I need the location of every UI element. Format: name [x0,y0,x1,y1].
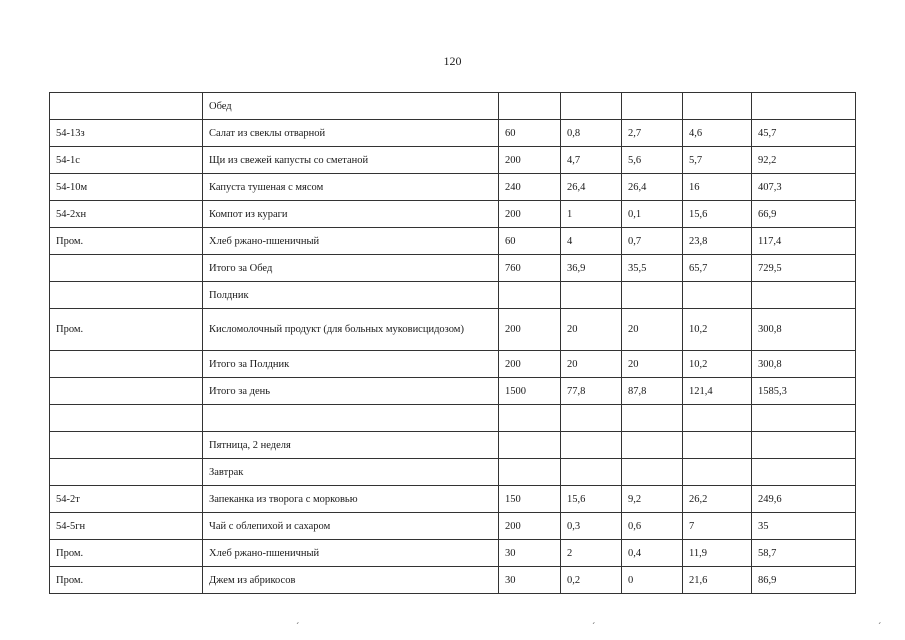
energy-cell: 117,4 [752,228,856,255]
weight-cell: 200 [499,147,561,174]
dish-code-cell [50,93,203,120]
table-row [50,567,856,594]
dish-name-cell: Полдник [203,282,499,309]
fat-cell [622,93,683,120]
dish-code-cell [50,405,203,432]
fat-cell: 0,7 [622,228,683,255]
carbs-cell: 23,8 [683,228,752,255]
table-row [50,513,856,540]
dish-code-cell: 54-5гн [50,513,203,540]
fat-cell: 0,4 [622,540,683,567]
weight-cell: 200 [499,513,561,540]
dish-code-cell: 54-2т [50,486,203,513]
weight-cell [499,405,561,432]
protein-cell: 4 [561,228,622,255]
carbs-cell: 65,7 [683,255,752,282]
fat-cell: 0,1 [622,201,683,228]
energy-cell [752,93,856,120]
fat-cell: 0,6 [622,513,683,540]
dish-code-cell [50,255,203,282]
weight-cell: 30 [499,567,561,594]
carbs-cell [683,405,752,432]
carbs-cell [683,432,752,459]
protein-cell: 0,3 [561,513,622,540]
dish-name-cell: Итого за Полдник [203,351,499,378]
protein-cell: 0,8 [561,120,622,147]
table-row [50,174,856,201]
scan-mark: ˊ [296,622,300,633]
dish-name-cell: Завтрак [203,459,499,486]
fat-cell: 35,5 [622,255,683,282]
energy-cell [752,282,856,309]
energy-cell [752,432,856,459]
table-row [50,378,856,405]
protein-cell: 2 [561,540,622,567]
dish-code-cell: 54-2хн [50,201,203,228]
weight-cell: 60 [499,120,561,147]
dish-name-cell: Салат из свеклы отварной [203,120,499,147]
weight-cell [499,93,561,120]
weight-cell: 30 [499,540,561,567]
dish-code-cell: Пром. [50,309,203,351]
table-row [50,255,856,282]
fat-cell: 20 [622,351,683,378]
carbs-cell: 10,2 [683,309,752,351]
table-row [50,282,856,309]
table-row [50,93,856,120]
dish-code-cell [50,432,203,459]
dish-name-cell: Обед [203,93,499,120]
page-number: 120 [443,54,462,68]
fat-cell [622,405,683,432]
dish-name-cell: Джем из абрикосов [203,567,499,594]
protein-cell [561,432,622,459]
table-row [50,432,856,459]
fat-cell: 2,7 [622,120,683,147]
carbs-cell [683,282,752,309]
fat-cell [622,282,683,309]
protein-cell [561,405,622,432]
fat-cell: 0 [622,567,683,594]
dish-name-cell: Запеканка из творога с морковью [203,486,499,513]
table-row [50,405,856,432]
scan-mark: ˊ [592,622,596,633]
dish-code-cell [50,378,203,405]
weight-cell: 200 [499,309,561,351]
dish-code-cell [50,459,203,486]
dish-code-cell: 54-1с [50,147,203,174]
carbs-cell: 121,4 [683,378,752,405]
weight-cell: 240 [499,174,561,201]
energy-cell: 86,9 [752,567,856,594]
protein-cell: 0,2 [561,567,622,594]
dish-code-cell: Пром. [50,228,203,255]
carbs-cell: 5,7 [683,147,752,174]
protein-cell: 26,4 [561,174,622,201]
dish-name-cell: Хлеб ржано-пшеничный [203,540,499,567]
weight-cell: 760 [499,255,561,282]
menu-table [49,92,856,594]
table-row [50,459,856,486]
energy-cell: 66,9 [752,201,856,228]
protein-cell: 77,8 [561,378,622,405]
protein-cell: 36,9 [561,255,622,282]
fat-cell: 5,6 [622,147,683,174]
weight-cell: 200 [499,351,561,378]
dish-name-cell: Чай с облепихой и сахаром [203,513,499,540]
table-row [50,540,856,567]
dish-name-cell: Компот из кураги [203,201,499,228]
dish-name-cell: Хлеб ржано-пшеничный [203,228,499,255]
table-row [50,351,856,378]
protein-cell: 20 [561,351,622,378]
energy-cell: 1585,3 [752,378,856,405]
energy-cell: 35 [752,513,856,540]
weight-cell [499,282,561,309]
dish-name-cell: Итого за день [203,378,499,405]
carbs-cell [683,459,752,486]
dish-code-cell [50,282,203,309]
energy-cell: 729,5 [752,255,856,282]
protein-cell: 4,7 [561,147,622,174]
table-row [50,486,856,513]
table-row [50,120,856,147]
table-row [50,309,856,351]
weight-cell [499,459,561,486]
fat-cell [622,459,683,486]
fat-cell: 26,4 [622,174,683,201]
protein-cell [561,459,622,486]
fat-cell [622,432,683,459]
weight-cell: 150 [499,486,561,513]
fat-cell: 87,8 [622,378,683,405]
energy-cell: 58,7 [752,540,856,567]
protein-cell [561,282,622,309]
carbs-cell: 4,6 [683,120,752,147]
dish-code-cell [50,351,203,378]
fat-cell: 9,2 [622,486,683,513]
weight-cell: 60 [499,228,561,255]
table-row [50,147,856,174]
energy-cell: 300,8 [752,351,856,378]
energy-cell: 300,8 [752,309,856,351]
protein-cell: 15,6 [561,486,622,513]
scan-mark: ˊ [878,622,882,633]
table-row [50,228,856,255]
weight-cell [499,432,561,459]
dish-code-cell: 54-10м [50,174,203,201]
weight-cell: 1500 [499,378,561,405]
carbs-cell: 21,6 [683,567,752,594]
carbs-cell: 11,9 [683,540,752,567]
protein-cell: 20 [561,309,622,351]
dish-name-cell [203,405,499,432]
dish-name-cell: Пятница, 2 неделя [203,432,499,459]
energy-cell [752,459,856,486]
fat-cell: 20 [622,309,683,351]
table-row [50,201,856,228]
energy-cell [752,405,856,432]
weight-cell: 200 [499,201,561,228]
protein-cell: 1 [561,201,622,228]
carbs-cell: 15,6 [683,201,752,228]
dish-code-cell: 54-13з [50,120,203,147]
carbs-cell: 10,2 [683,351,752,378]
carbs-cell [683,93,752,120]
dish-name-cell: Щи из свежей капусты со сметаной [203,147,499,174]
energy-cell: 45,7 [752,120,856,147]
menu-table-body [50,93,856,594]
dish-code-cell: Пром. [50,567,203,594]
dish-name-cell: Итого за Обед [203,255,499,282]
protein-cell [561,93,622,120]
dish-code-cell: Пром. [50,540,203,567]
carbs-cell: 7 [683,513,752,540]
energy-cell: 407,3 [752,174,856,201]
energy-cell: 92,2 [752,147,856,174]
dish-name-cell: Кисломолочный продукт (для больных муковисцидозом) [203,309,499,351]
carbs-cell: 16 [683,174,752,201]
energy-cell: 249,6 [752,486,856,513]
carbs-cell: 26,2 [683,486,752,513]
dish-name-cell: Капуста тушеная с мясом [203,174,499,201]
